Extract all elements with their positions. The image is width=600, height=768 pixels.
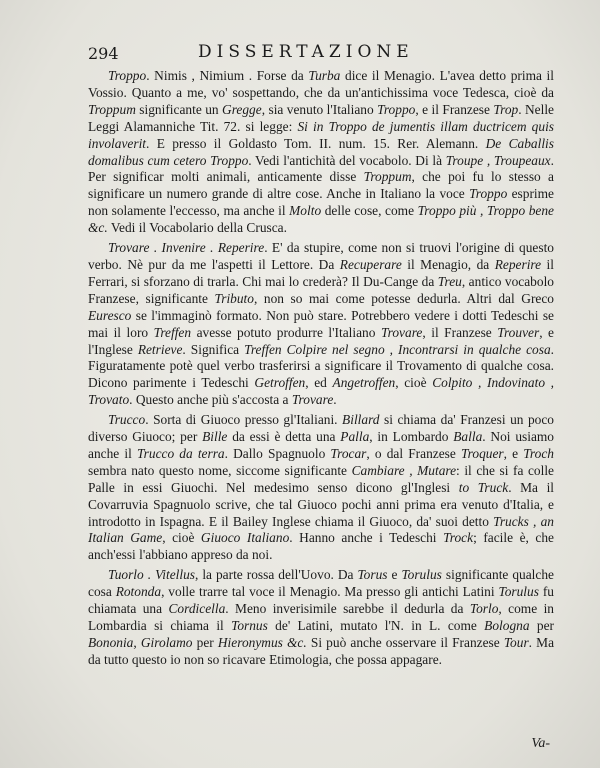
italic-run: Turba (308, 68, 341, 83)
text-run: per (529, 618, 554, 633)
entry-trucco (88, 412, 554, 564)
text-run: delle cose, come (321, 203, 418, 219)
italic-run: Reperire (494, 256, 542, 272)
italic-run: Billard (342, 412, 380, 428)
italic-run: Treffen Colpire nel segno , Incontrarsi in qualche cosa (244, 341, 551, 357)
italic-run: Bille (202, 429, 228, 445)
text-run: da essi è detta una (227, 429, 341, 445)
text-run: sembra nato questo nome, siccome significante (88, 462, 352, 478)
italic-run: Trock (443, 530, 474, 546)
italic-run: Torlo (469, 601, 499, 617)
text-run: , cioè (395, 375, 433, 391)
text-run: fu chiamata una (88, 584, 554, 617)
text-run: . Nimis , Nimium . Forse da (146, 68, 309, 83)
italic-run: Cambiare , Mutare (351, 462, 457, 478)
italic-run: Gregge (222, 101, 262, 117)
italic-run: Troppum (363, 169, 412, 185)
italic-run: Troppo (108, 68, 147, 83)
text-run: , o dal Franzese (366, 445, 461, 461)
italic-run: Tributo (214, 290, 254, 306)
running-title: DISSERTAZIONE (198, 42, 414, 62)
text-run: : il che si fa colle Palle in essi Giuochi. Nel medesimo senso dicono gl'Inglesi (88, 462, 555, 495)
text-run: . Vedi l'antichità del vocabolo. Di là (248, 152, 446, 168)
text-run: , in Lombardo (369, 429, 454, 445)
entry-tuorlo (88, 567, 554, 668)
italic-run: Si in Troppo de jumentis illam ductricem quis involaverit (88, 118, 555, 151)
catchword: Va- (531, 736, 550, 751)
text-run: de' Latini, mutato l'N. in L. come (267, 618, 485, 633)
italic-run: Tornus (231, 618, 268, 633)
text-run: il Ferrari, si sforzano di trarla. Chi mai lo crederà? Il Du-Cange da (88, 256, 555, 289)
italic-run: Giuoco Italiano (200, 530, 290, 546)
text-run: . Noi usiamo anche il (88, 429, 554, 461)
text-run: esprime non solamente l'eccesso, ma anche il (88, 186, 554, 219)
text-run: . (333, 392, 337, 408)
text-run: , che poi fu lo stesso a significare un numero grande di altre cose. Anche in Italiano la voce (88, 169, 554, 202)
page-body (88, 68, 554, 672)
italic-run: Troch (523, 445, 554, 461)
text-run: . Dallo Spagnuolo (224, 445, 331, 461)
text-run: . E' da stupire, come non si truovi l'origine di questo verbo. Nè pur da me l'aspetti il Lettore. Da (88, 240, 554, 272)
text-run: , la parte rossa dell'Uovo. Da (194, 567, 358, 583)
italic-run: Trovare . Invenire . Reperire (108, 240, 265, 256)
text-run: . Hanno anche i Tedeschi (289, 530, 444, 546)
text-run: , antico vocabolo Franzese, significante (88, 273, 554, 306)
italic-run: Colpito , Indovinato , Trovato (88, 375, 554, 408)
italic-run: Troppum (88, 101, 136, 117)
text-run: , e (503, 445, 524, 461)
text-run: , (133, 634, 141, 650)
text-run: Vedi il Vocabolario della Crusca. (107, 220, 287, 236)
italic-run: Trocar (330, 445, 367, 461)
text-run: , e l'Inglese (88, 324, 554, 357)
text-run: , cioè (162, 530, 201, 546)
italic-run: Trucks , an Italian Game (88, 513, 554, 546)
text-run: . Ma il Covarruvia Spagnuolo scrive, che tal Giuoco pochi anni prima era venuto d'Italia, e introdotto in Ispagna. E il Bailey Inglese chiama il Giuoco, da' suoi detto (88, 479, 555, 529)
text-run: , e il Franzese (415, 101, 494, 117)
text-run: per (192, 634, 218, 650)
text-run: , non so mai come potesse dedurla. Altri dal Greco (253, 290, 554, 306)
page-header (88, 44, 530, 66)
italic-run: to Truck (458, 479, 509, 495)
italic-run: Bologna (484, 618, 530, 633)
italic-run: Euresco (88, 307, 132, 323)
italic-run: Troupe , Troupeaux (445, 152, 551, 168)
text-run: , il Franzese (422, 324, 498, 340)
italic-run: Hieronymus &c. (217, 634, 307, 650)
italic-run: Angetroffen (332, 375, 396, 391)
text-run: . Meno inverisimile sarebbe il dedurla da (225, 601, 470, 617)
italic-run: Treu (437, 273, 462, 289)
italic-run: Getroffen (254, 375, 306, 391)
text-run: dice il Menagio. L'avea detto prima il Vossio. Quanto a me, vo' sospettando, che da un'antichissima voce Tedesca, cioè da (88, 68, 554, 100)
italic-run: Torulus (401, 567, 442, 583)
italic-run: Recuperare (339, 256, 402, 272)
italic-run: Troppo (377, 101, 416, 117)
italic-run: Trovare (380, 324, 423, 340)
italic-run: Torulus (498, 584, 539, 600)
italic-run: Treffen (153, 324, 192, 340)
italic-run: Bononia (88, 634, 134, 650)
text-run: . Per significar molti animali, anticamente disse (88, 152, 554, 185)
text-run: . Significa (182, 341, 245, 357)
italic-run: Tour (503, 634, 529, 650)
text-run: Si può anche osservare il Franzese (306, 634, 504, 650)
page-number: 294 (88, 44, 119, 63)
entry-trovare (88, 240, 554, 409)
italic-run: Trovare (291, 392, 334, 408)
text-run: , sia venuto l'Italiano (261, 101, 378, 117)
italic-run: Torus (357, 567, 388, 583)
italic-run: Retrieve (137, 341, 183, 357)
italic-run: Rotonda (115, 584, 162, 600)
entry-troppo (88, 68, 554, 237)
italic-run: De Caballis domalibus cum cetero Troppo (88, 135, 554, 168)
text-run: . Nelle Leggi Alamanniche Tit. 72. si legge: (88, 101, 554, 134)
italic-run: Trouver (497, 324, 540, 340)
italic-run: Palla (340, 429, 370, 445)
italic-run: Troppo (469, 186, 508, 202)
italic-run: Troppo più , Troppo bene &c. (88, 203, 554, 236)
italic-run: Balla (453, 429, 483, 445)
text-run: . E presso il Goldasto Tom. II. num. 15. Rer. Alemann. (146, 135, 486, 151)
text-run: . Questo anche più s'accosta a (129, 392, 292, 408)
text-run: significante qualche cosa (88, 567, 554, 600)
text-run: , come in Lombardia si chiama il (88, 601, 554, 633)
text-run: . Ma da tutto questo io non so ricavare Etimologia, che possa appagare. (88, 634, 555, 667)
text-run: avesse potuto produrre l'Italiano (191, 324, 381, 340)
text-run: significante un (135, 101, 223, 117)
text-run: ; facile è, che anch'essi l'abbiano appreso da noi. (88, 530, 554, 563)
italic-run: Trucco (108, 412, 146, 428)
text-run: . Figuratamente potè quel verbo trasferirsi a significare il Trovamento di qualche cosa. Dicono parimente i Tedeschi (88, 341, 554, 391)
italic-run: Girolamo (140, 634, 193, 650)
text-run: se l'immaginò formato. Non può stare. Potrebbero vedere i dotti Tedeschi se mai il loro (88, 307, 554, 340)
italic-run: Cordicella (168, 601, 226, 617)
italic-run: Tuorlo . Vitellus (108, 567, 195, 583)
text-run: il Menagio, da (401, 256, 495, 272)
italic-run: Trucco da terra (136, 445, 225, 461)
italic-run: Molto (289, 203, 322, 219)
text-run: e (387, 567, 402, 583)
text-run: , volle trarre tal voce il Menagio. Ma presso gli antichi Latini (161, 584, 499, 600)
italic-run: Trop (493, 101, 519, 117)
text-run: , ed (305, 375, 333, 391)
italic-run: Troquer (460, 445, 504, 461)
text-run: si chiama da' Franzesi un poco diverso Giuoco; per (88, 412, 554, 445)
text-run: . Sorta di Giuoco presso gl'Italiani. (145, 412, 343, 428)
